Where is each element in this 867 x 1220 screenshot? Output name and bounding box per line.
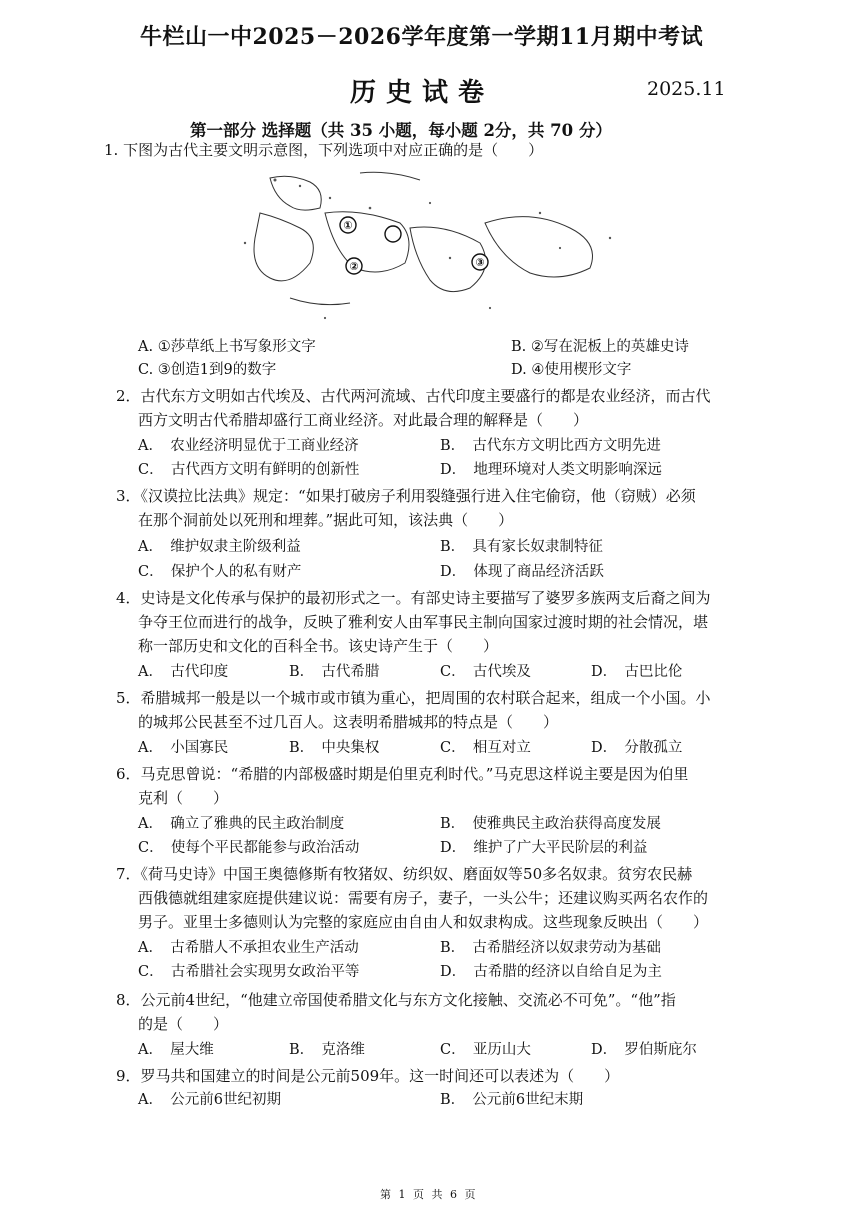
question-5-stem-line-1: 5．希腊城邦一般是以一个城市或市镇为重心，把周围的农村联合起来，组成一个小国。小 — [116, 689, 711, 707]
question-3-option-a[interactable]: A． 维护奴隶主阶级利益 — [138, 539, 301, 555]
question-8-option-d[interactable]: D． 罗伯斯庇尔 — [591, 1042, 697, 1058]
question-5-option-c[interactable]: C． 相互对立 — [440, 740, 531, 756]
question-1-option-c[interactable]: C. ③创造1到9的数字 — [138, 362, 277, 378]
question-2-stem-line-2: 西方文明古代希腊却盛行工商业经济。对此最合理的解释是（ ） — [138, 411, 589, 429]
question-6-option-c[interactable]: C． 使每个平民都能参与政治活动 — [138, 840, 360, 856]
exam-school-title: 牛栏山一中2025－2026学年度第一学期11月期中考试 — [140, 24, 704, 50]
question-4-option-a[interactable]: A． 古代印度 — [138, 664, 229, 680]
question-2-option-c[interactable]: C． 古代西方文明有鲜明的创新性 — [138, 462, 360, 478]
question-7-stem-line-2: 西俄德就组建家庭提供建议说：需要有房子，妻子，一头公牛；还建议购买两名农作的 — [138, 889, 709, 907]
question-1-option-a[interactable]: A. ①莎草纸上书写象形文字 — [138, 339, 316, 355]
question-7-stem-line-1: 7．《荷马史诗》中国王奥德修斯有牧猪奴、纺织奴、磨面奴等50多名奴隶。贫穷农民赫 — [116, 865, 693, 883]
question-2-option-a[interactable]: A． 农业经济明显优于工商业经济 — [138, 438, 359, 454]
question-2-option-d[interactable]: D． 地理环境对人类文明影响深远 — [440, 462, 662, 478]
question-8-option-a[interactable]: A． 屋大维 — [138, 1042, 214, 1058]
question-7-option-a[interactable]: A． 古希腊人不承担农业生产活动 — [138, 940, 359, 956]
question-6-option-a[interactable]: A． 确立了雅典的民主政治制度 — [138, 816, 345, 832]
page-footer: 第 1 页 共 6 页 — [380, 1188, 478, 1201]
question-5-option-b[interactable]: B． 中央集权 — [289, 740, 380, 756]
question-4-stem-line-3: 称一部历史和文化的百科全书。该史诗产生于（ ） — [138, 637, 499, 655]
question-6-option-b[interactable]: B． 使雅典民主政治获得高度发展 — [440, 816, 661, 832]
question-8-option-b[interactable]: B． 克洛维 — [289, 1042, 365, 1058]
question-1-option-b[interactable]: B. ②写在泥板上的英雄史诗 — [511, 339, 689, 355]
question-9-option-b[interactable]: B． 公元前6世纪末期 — [440, 1092, 584, 1108]
question-3-stem-line-1: 3．《汉谟拉比法典》规定：“如果打破房子利用裂缝强行进入住宅偷窃，他（窃贼）必须 — [116, 487, 696, 505]
question-7-option-d[interactable]: D． 古希腊的经济以自给自足为主 — [440, 964, 662, 980]
question-5-option-d[interactable]: D． 分散孤立 — [591, 740, 683, 756]
question-6-option-d[interactable]: D． 维护了广大平民阶层的利益 — [440, 840, 648, 856]
question-9-stem: 9．罗马共和国建立的时间是公元前509年。这一时间还可以表述为（ ） — [116, 1067, 620, 1085]
question-2-stem-line-1: 2．古代东方文明如古代埃及、古代两河流域、古代印度主要盛行的都是农业经济，而古代 — [116, 387, 711, 405]
question-8-stem-line-2: 的是（ ） — [138, 1015, 229, 1033]
question-7-stem-line-3: 男子。亚里士多德则认为完整的家庭应由自由人和奴隶构成。这些现象反映出（ ） — [138, 913, 709, 931]
map-marker-2: ② — [349, 260, 359, 273]
map-marker-1: ① — [343, 219, 353, 232]
question-5-option-a[interactable]: A． 小国寡民 — [138, 740, 229, 756]
question-7-option-c[interactable]: C． 古希腊社会实现男女政治平等 — [138, 964, 360, 980]
ancient-civilizations-map — [230, 168, 625, 328]
question-6-stem-line-2: 克利（ ） — [138, 789, 229, 807]
question-3-stem-line-2: 在那个洞前处以死刑和埋葬。”据此可知，该法典（ ） — [138, 511, 514, 529]
question-3-option-c[interactable]: C． 保护个人的私有财产 — [138, 564, 302, 580]
map-marker-3: ③ — [475, 256, 485, 269]
question-3-option-d[interactable]: D． 体现了商品经济活跃 — [440, 564, 604, 580]
question-8-stem-line-1: 8．公元前4世纪，“他建立帝国使希腊文化与东方文化接触、交流必不可免”。“他”指 — [116, 991, 676, 1009]
question-2-option-b[interactable]: B． 古代东方文明比西方文明先进 — [440, 438, 661, 454]
question-4-stem-line-1: 4．史诗是文化传承与保护的最初形式之一。有部史诗主要描写了婆罗多族两支后裔之间为 — [116, 589, 711, 607]
question-4-option-c[interactable]: C． 古代埃及 — [440, 664, 531, 680]
question-4-stem-line-2: 争夺王位而进行的战争，反映了雅利安人由军事民主制向国家过渡时期的社会情况，堪 — [138, 613, 709, 631]
exam-subject-title: 历史试卷 — [350, 78, 495, 108]
section-heading: 第一部分 选择题（共 35 小题，每小题 2分，共 70 分） — [190, 121, 612, 140]
question-7-option-b[interactable]: B． 古希腊经济以奴隶劳动为基础 — [440, 940, 661, 956]
exam-date: 2025.11 — [647, 78, 726, 100]
question-4-option-b[interactable]: B． 古代希腊 — [289, 664, 380, 680]
question-8-option-c[interactable]: C． 亚历山大 — [440, 1042, 531, 1058]
question-3-option-b[interactable]: B． 具有家长奴隶制特征 — [440, 539, 603, 555]
question-5-stem-line-2: 的城邦公民甚至不过几百人。这表明希腊城邦的特点是（ ） — [138, 713, 559, 731]
question-6-stem-line-1: 6．马克思曾说：“希腊的内部极盛时期是伯里克利时代。”马克思这样说主要是因为伯里 — [116, 765, 689, 783]
question-1-stem: 1. 下图为古代主要文明示意图，下列选项中对应正确的是（ ） — [104, 141, 544, 159]
question-9-option-a[interactable]: A． 公元前6世纪初期 — [138, 1092, 281, 1108]
question-1-option-d[interactable]: D. ④使用楔形文字 — [511, 362, 632, 378]
question-4-option-d[interactable]: D． 古巴比伦 — [591, 664, 683, 680]
